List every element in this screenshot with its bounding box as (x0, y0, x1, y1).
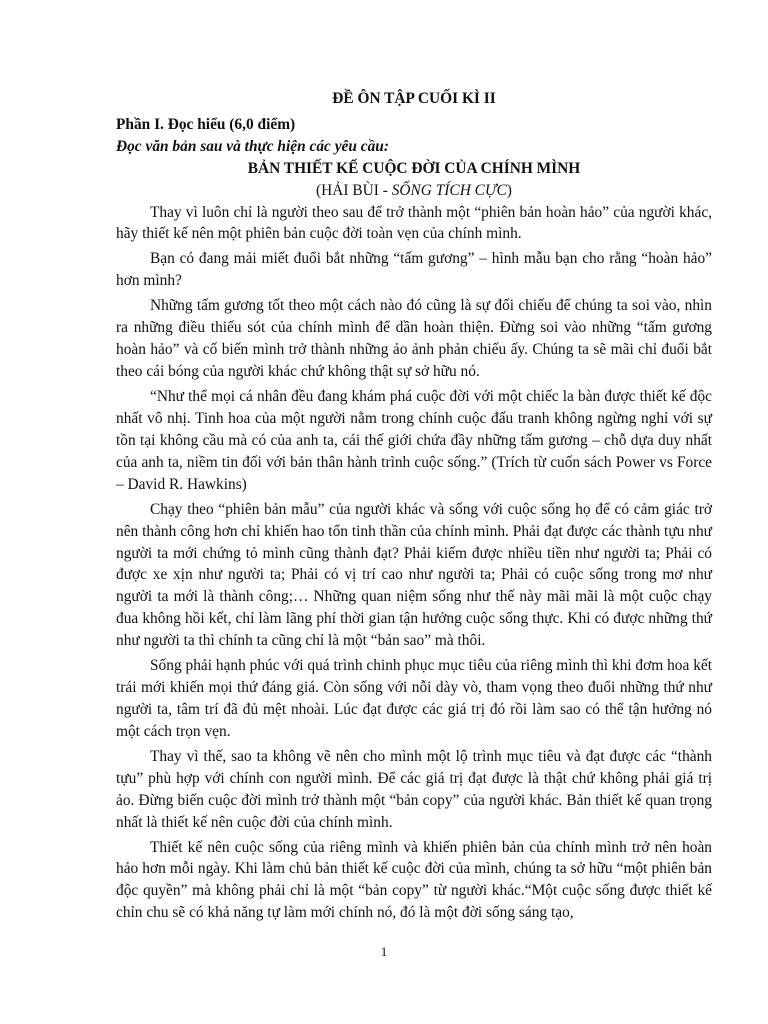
paragraph-6: Sống phải hạnh phúc với quá trình chinh phục mục tiêu của riêng mình thì khi đơm hoa kết trái mới khiến mọi thứ đáng giá. Còn sống với nỗi dày vò, tham vọng theo đuổi những thứ như người ta, tâm trí đã đủ mệt nhoài. Lúc đạt được các giá trị đó rồi làm sao có thể tận hưởng nó một cách trọn vẹn. (116, 657, 712, 740)
paragraph-7: Thay vì thế, sao ta không vẽ nên cho mình một lộ trình mục tiêu và đạt được các “thành tựu” phù hợp với chính con người mình. Để các giá trị đạt được là thật chứ không phải giá trị ảo. Đừng biến cuộc đời mình trở thành một “bản copy” của người khác. Bản thiết kế quan trọng nhất là thiết kế nên cuộc đời của chính mình. (116, 747, 712, 831)
exam-title: ĐỀ ÔN TẬP CUỐI KÌ II (332, 90, 496, 107)
section-heading: Phần I. Đọc hiểu (6,0 điểm) (116, 115, 296, 133)
source-author: (HẢI BÙI - (316, 181, 392, 199)
paragraph-3: Những tấm gương tốt theo một cách nào đó cũng là sự đối chiếu để chúng ta soi vào, nhìn ra những điều thiếu sót của chính mình để dần hoàn thiện. Đừng soi vào những “tấm gương hoàn hảo” và cố biến mình trở thành những ảo ảnh phản chiếu ấy. Chúng ta sẽ mãi chỉ đuổi bắt theo cái bóng của người khác chứ không thật sự sở hữu nó. (116, 297, 712, 381)
paragraph-4-quote: “Như thể mọi cá nhân đều đang khám phá cuộc đời với một chiếc la bàn được thiết kế độc nhất vô nhị. Tinh hoa của một người nằm trong chính cuộc đấu tranh không ngừng nghỉ với sự tồn tại không cầu mà có của anh ta, cái thế giới chứa đầy những tấm gương – chỗ dựa duy nhất của anh ta, niềm tin đối với bản thân hành trình cuộc sống.” (Trích từ cuốn sách Power vs Force – David R. Hawkins) (116, 388, 712, 493)
article-body (116, 202, 712, 925)
page-number: 1 (380, 944, 388, 959)
reading-instruction: Đọc văn bản sau và thực hiện các yêu cầu: (116, 137, 389, 155)
source-publication: SỐNG TÍCH CỰC (391, 181, 507, 199)
source-close: ) (506, 181, 512, 199)
paragraph-1: Thay vì luôn chỉ là người theo sau để trở thành một “phiên bản hoàn hảo” của người khác, hãy thiết kế nên một phiên bản cuộc đời toàn vẹn của chính mình. (116, 203, 712, 243)
article-source (116, 180, 712, 202)
paragraph-5: Chạy theo “phiên bản mẫu” của người khác và sống với cuộc sống họ để có cảm giác trở nên thành công hơn chỉ khiến hao tổn tinh thần của chính mình. Phải đạt được các thành tựu như người ta mới chứng tỏ mình cũng thành đạt? Phải kiếm được nhiều tiền như người ta; Phải có được xe xịn như người ta; Phải có vị trí cao như người ta; Phải có cuộc sống trong mơ như người ta mới là thành công;… Những quan niệm sống như thế này mãi mãi là một cuộc chạy đua không hồi kết, chỉ làm lãng phí thời gian tận hưởng cuộc sống thực. Khi có được những thứ như người ta thì chính ta cũng chỉ là một “bản sao” mà thôi. (116, 500, 712, 650)
article-title: BẢN THIẾT KẾ CUỘC ĐỜI CỦA CHÍNH MÌNH (247, 159, 581, 177)
paragraph-8: Thiết kế nên cuộc sống của riêng mình và khiến phiên bản của chính mình trở nên hoàn hảo hơn mỗi ngày. Khi làm chủ bản thiết kế cuộc đời của mình, chúng ta sở hữu “một phiên bản độc quyền” mà không phải chỉ là một “bản copy” từ người khác.“Một cuộc sống được thiết kế chỉn chu sẽ có khả năng tự làm mới chính nó, đó là một đời sống sáng tạo, (116, 838, 712, 922)
paragraph-2: Bạn có đang mải miết đuổi bắt những “tấm gương” – hình mẫu bạn cho rằng “hoàn hảo” hơn mình? (116, 250, 712, 290)
